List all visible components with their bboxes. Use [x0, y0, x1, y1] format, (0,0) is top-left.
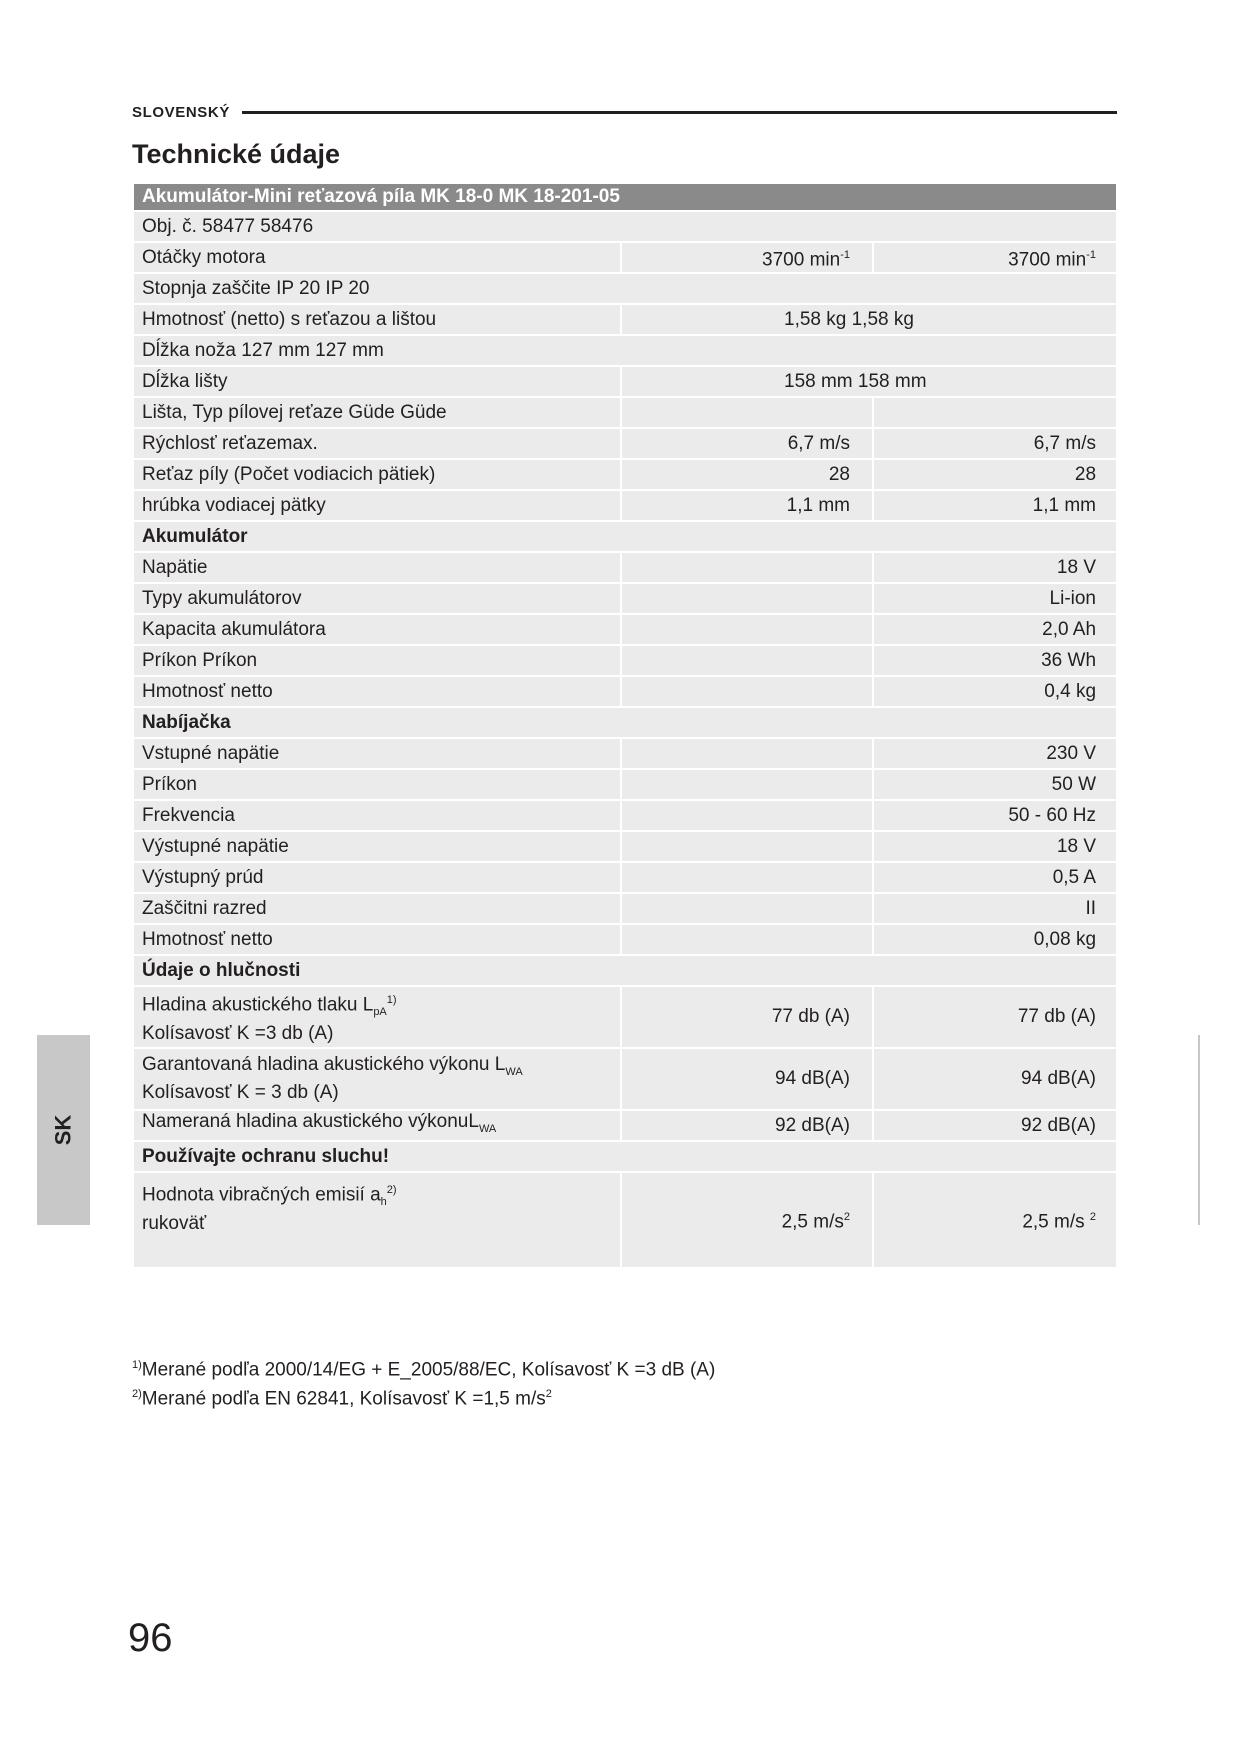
table-row: [133, 1110, 1117, 1141]
charger-row-label: Zaščitni razred: [133, 893, 621, 924]
sound-power-measured-label: Nameraná hladina akustického výkonuL$_{WA}$: [133, 1110, 621, 1141]
language-header: [132, 100, 1117, 124]
order-number: Obj. č. 58477 58476: [133, 211, 1117, 242]
footnote-1: $^{1)}$Merané podľa 2000/14/EG + E_2005/88/EC, Kolísavosť K =3 dB (A): [132, 1359, 716, 1381]
sound-power-guaranteed-value-1: 94 dB(A): [621, 1048, 873, 1110]
sound-power-measured-value-2: 92 dB(A): [873, 1110, 1117, 1141]
charger-row-value: 50 W: [873, 769, 1117, 800]
sound-power-guaranteed-value-2: 94 dB(A): [873, 1048, 1117, 1110]
battery-row-label: Príkon Príkon: [133, 645, 621, 676]
charger-row-label: Výstupný prúd: [133, 862, 621, 893]
table-header-row: [133, 183, 1117, 211]
sound-power-measured-value-1: 92 dB(A): [621, 1110, 873, 1141]
battery-row-value: 2,0 Ah: [873, 614, 1117, 645]
spec-table: [132, 182, 1118, 1269]
chain-speed-label: Rýchlosť reťazemax.: [133, 428, 621, 459]
section-row: [133, 521, 1117, 552]
table-row: [133, 1048, 1117, 1110]
bar-length-value: 158 mm 158 mm: [621, 366, 1117, 397]
vibration-value-1: 2,5 $m/s^2$: [621, 1172, 873, 1268]
chain-speed-value-1: 6,7 m/s: [621, 428, 873, 459]
charger-section-title: Nabíjačka: [133, 707, 1117, 738]
table-row: [133, 428, 1117, 459]
side-tab-label: SK: [50, 1114, 76, 1146]
charger-row-value: 0,5 A: [873, 862, 1117, 893]
hearing-protection-warning: Používajte ochranu sluchu!: [133, 1141, 1117, 1172]
charger-row-value: II: [873, 893, 1117, 924]
table-row: [133, 986, 1117, 1048]
link-thickness-label: hrúbka vodiacej pätky: [133, 490, 621, 521]
weight-value: 1,58 kg 1,58 kg: [621, 304, 1117, 335]
charger-row-label: Frekvencia: [133, 800, 621, 831]
motor-value-2: 3700 $\min^{-1}$: [873, 242, 1117, 273]
table-row: [133, 893, 1117, 924]
battery-row-label: Hmotnosť netto: [133, 676, 621, 707]
header-rule: [242, 111, 1117, 114]
sound-pressure-value-2: 77 db (A): [873, 986, 1117, 1048]
table-row: [133, 614, 1117, 645]
motor-value-1: 3700 $\min^{-1}$: [621, 242, 873, 273]
vibration-value-2: 2,5 m/s $^2$: [873, 1172, 1117, 1268]
table-row: [133, 1172, 1117, 1268]
motor-label: Otáčky motora: [133, 242, 621, 273]
battery-row-value: 18 V: [873, 552, 1117, 583]
link-thickness-value-2: 1,1 mm: [873, 490, 1117, 521]
table-row: [133, 335, 1117, 366]
battery-row-label: Typy akumulátorov: [133, 583, 621, 614]
table-row: [133, 583, 1117, 614]
battery-section-title: Akumulátor: [133, 521, 1117, 552]
margin-mark: [1198, 1035, 1200, 1225]
table-row: [133, 831, 1117, 862]
charger-row-value: 50 - 60 Hz: [873, 800, 1117, 831]
link-thickness-value-1: 1,1 mm: [621, 490, 873, 521]
footnote-2: $^{2)}$Merané podľa EN 62841, Kolísavosť K =1,5 $m/s^2$: [132, 1388, 552, 1410]
section-row: [133, 955, 1117, 986]
table-row: [133, 273, 1117, 304]
table-row: [133, 490, 1117, 521]
sound-pressure-value-1: 77 db (A): [621, 986, 873, 1048]
charger-row-label: Príkon: [133, 769, 621, 800]
table-row: [133, 211, 1117, 242]
protection-class: Stopnja zaščite IP 20 IP 20: [133, 273, 1117, 304]
battery-row-label: Kapacita akumulátora: [133, 614, 621, 645]
battery-row-value: 36 Wh: [873, 645, 1117, 676]
footnotes: [132, 1353, 715, 1412]
page-number: 96: [128, 1616, 173, 1660]
table-row: [133, 459, 1117, 490]
charger-row-label: Výstupné napätie: [133, 831, 621, 862]
language-label: SLOVENSKÝ: [132, 103, 230, 121]
table-row: [133, 304, 1117, 335]
table-row: [133, 645, 1117, 676]
table-row: [133, 242, 1117, 273]
table-header: Akumulátor-Mini reťazová píla MK 18-0 MK 18-201-05: [133, 183, 1117, 211]
table-row: [133, 397, 1117, 428]
chain-links-label: Reťaz píly (Počet vodiacich pätiek): [133, 459, 621, 490]
charger-row-label: Hmotnosť netto: [133, 924, 621, 955]
charger-row-label: Vstupné napätie: [133, 738, 621, 769]
weight-label: Hmotnosť (netto) s reťazou a lištou: [133, 304, 621, 335]
language-side-tab: [37, 1035, 90, 1225]
vibration-label: Hodnota vibračných emisií $a_h^{2)}$ rukoväť: [133, 1172, 621, 1268]
table-row: [133, 862, 1117, 893]
sound-power-guaranteed-label: Garantovaná hladina akustického výkonu $L_{WA}$ Kolísavosť K = 3 db (A): [133, 1048, 621, 1110]
chain-links-value-1: 28: [621, 459, 873, 490]
table-row: [133, 924, 1117, 955]
table-row: [133, 676, 1117, 707]
table-row: [133, 552, 1117, 583]
charger-row-value: 18 V: [873, 831, 1117, 862]
charger-row-value: 230 V: [873, 738, 1117, 769]
blade-length: Dĺžka noža 127 mm 127 mm: [133, 335, 1117, 366]
noise-section-title: Údaje o hlučnosti: [133, 955, 1117, 986]
section-row: [133, 1141, 1117, 1172]
battery-row-label: Napätie: [133, 552, 621, 583]
bar-length-label: Dĺžka lišty: [133, 366, 621, 397]
table-row: [133, 738, 1117, 769]
section-row: [133, 707, 1117, 738]
chain-speed-value-2: 6,7 m/s: [873, 428, 1117, 459]
bar-type: Lišta, Typ pílovej reťaze Güde Güde: [133, 397, 621, 428]
sound-pressure-label: Hladina akustického tlaku $L_{pA}^{1)}$ Kolísavosť K =3 db (A): [133, 986, 621, 1048]
charger-row-value: 0,08 kg: [873, 924, 1117, 955]
battery-row-value: 0,4 kg: [873, 676, 1117, 707]
table-row: [133, 769, 1117, 800]
page-title: Technické údaje: [132, 139, 341, 169]
table-row: [133, 800, 1117, 831]
battery-row-value: Li-ion: [873, 583, 1117, 614]
chain-links-value-2: 28: [873, 459, 1117, 490]
table-row: [133, 366, 1117, 397]
